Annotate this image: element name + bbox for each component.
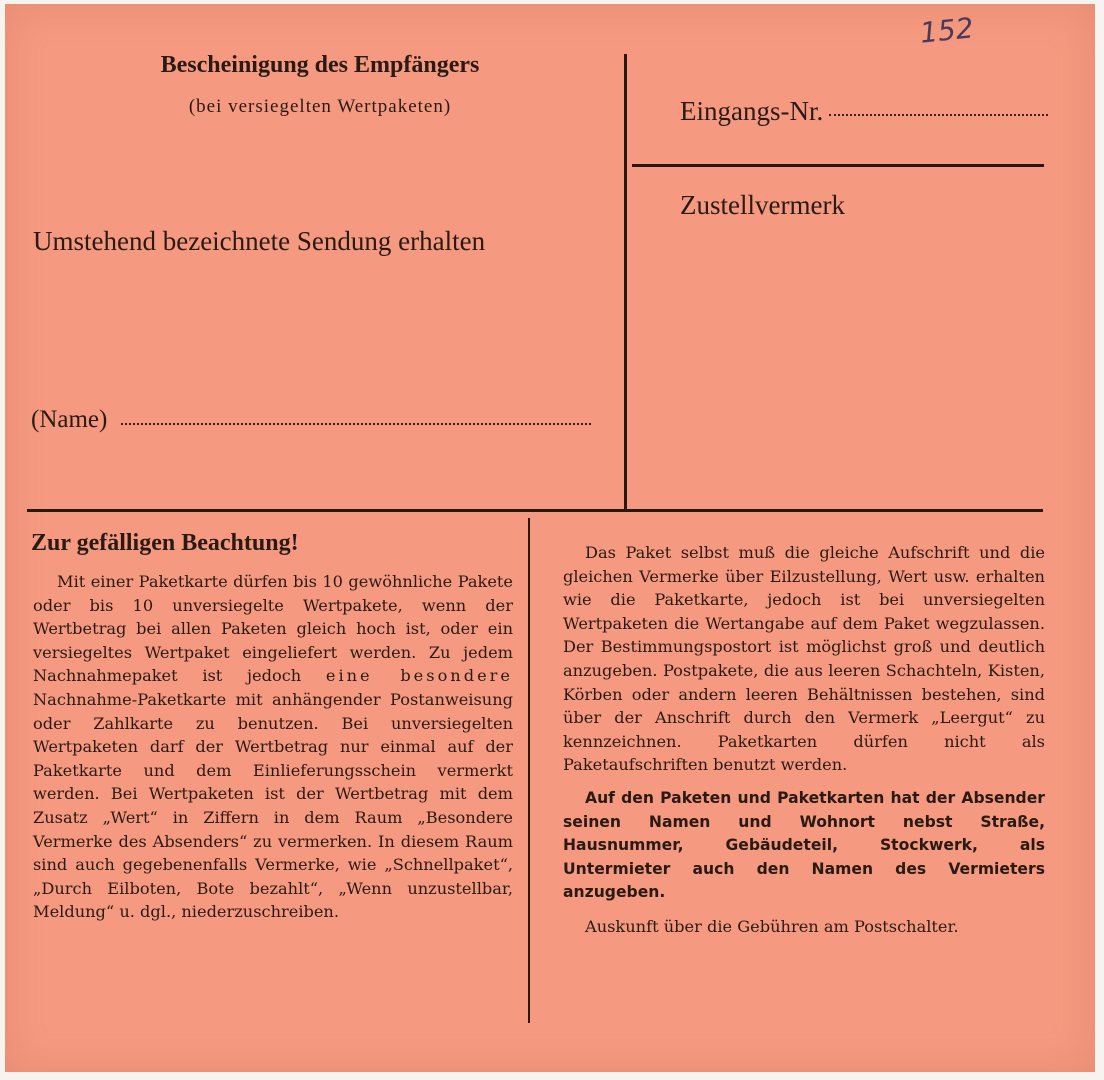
horizontal-divider-right bbox=[632, 164, 1044, 167]
parcel-card bbox=[5, 4, 1095, 1072]
notice-left-text-2: Nachnahme-Paketkarte mit anhängender Postanweisung oder Zahlkarte zu benutzen. Bei unversiegelten Wertpaketen darf der Wertbetrag nur einmal auf der Paketkarte und dem Einlieferungsschein vermerkt werden. Bei Wertpaketen ist der Wertbetrag mit dem Zusatz „Wert“ in Ziffern in dem Raum „Besondere Vermerke des Absenders“ zu vermerken. In diesem Raum sind auch gegebenenfalls Vermerke, wie „Schnellpaket“, „Durch Eilboten, Bote bezahlt“, „Wenn unzustellbar, Meldung“ u. dgl., niederzuschreiben. bbox=[33, 689, 513, 922]
delivery-note-label: Zustellvermerk bbox=[680, 190, 845, 220]
notice-heading: Zur gefälligen Beachtung! bbox=[31, 530, 299, 556]
notice-right-paragraph-3: Auskunft über die Gebühren am Postschalter. bbox=[585, 916, 959, 936]
received-statement: Umstehend bezeichnete Sendung erhalten bbox=[33, 226, 486, 256]
certificate-title: Bescheinigung des Empfängers bbox=[160, 52, 480, 78]
notice-left-paragraph bbox=[33, 570, 513, 924]
notice-left-spaced: eine besondere bbox=[325, 666, 513, 686]
notice-right-column bbox=[563, 541, 1045, 949]
vertical-divider-top bbox=[624, 54, 627, 509]
horizontal-divider-middle bbox=[27, 509, 1043, 512]
notice-right-paragraph-1: Das Paket selbst muß die gleiche Aufschrift und die gleichen Vermerke über Eilzustellung, Wert usw. erhalten wie die Paketkarte, jedoch ist bei unversiegelten Wertpaketen die Wertangabe auf dem Paket wegzulassen. Der Bestimmungspostort ist möglichst groß und deutlich anzugeben. Postpakete, die aus leeren Schachteln, Kisten, Körben oder andern leeren Behältnissen bestehen, sind über der Anschrift durch den Vermerk „Leergut“ zu kennzeichnen. Paketkarten dürfen nicht als Paketaufschriften benutzt werden. bbox=[563, 543, 1045, 775]
vertical-divider-bottom bbox=[528, 518, 530, 1023]
name-label: (Name) bbox=[31, 406, 108, 433]
notice-left-column bbox=[33, 570, 513, 924]
certificate-subtitle: (bei versiegelten Wertpaketen) bbox=[188, 96, 452, 117]
receipt-number-label: Eingangs-Nr. bbox=[680, 96, 824, 126]
receipt-number-row bbox=[680, 96, 1048, 127]
name-signature-line[interactable] bbox=[121, 422, 591, 425]
notice-left-text-1: Mit einer Paketkarte dürfen bis 10 gewöhnliche Pakete oder bis 10 unversiegelte Wertpakete, wenn der Wertbetrag bei allen Paketen gleich hoch ist, oder ein versiegeltes Wertpaket eingeliefert werden. Zu jedem Nachnahmepaket ist jedoch bbox=[33, 572, 513, 686]
notice-right-paragraph-2: Auf den Paketen und Paketkarten hat der Absender seinen Namen und Wohnort nebst Straße, Hausnummer, Gebäudeteil, Stockwerk, als Untermieter auch den Namen des Vermieters anzugeben. bbox=[563, 788, 1045, 902]
receipt-number-line[interactable] bbox=[829, 114, 1048, 116]
name-field-row bbox=[31, 406, 591, 434]
handwritten-note: 152 bbox=[918, 11, 976, 50]
